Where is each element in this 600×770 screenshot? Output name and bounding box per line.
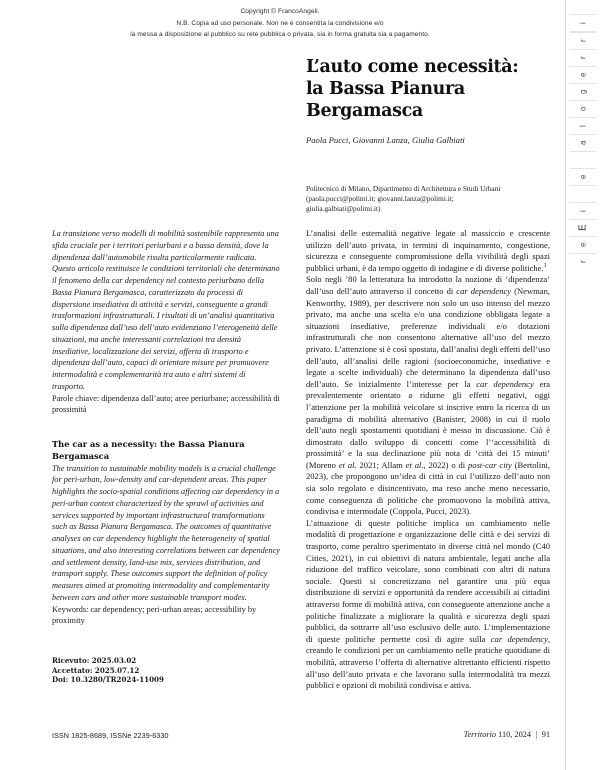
body-p2-a: Solo negli ’80 la letteratura ha introdotto la nozione di ‘dipendenza’ dall’uso dell’auto attraverso il concetto di — [306, 274, 550, 296]
sidebar-glyph-g: g — [570, 83, 596, 100]
sidebar-glyph-r: r — [570, 32, 596, 49]
keywords-italian: Parole chiave: dipendenza dall’auto; aree periurbane; accessibilità di prossimità — [52, 393, 280, 415]
abstract-italian-text: La transizione verso modelli di mobilità sostenibile rappresenta una sfida cruciale per i territori periurbani e a bassa densità, dove la dipendenza dall’automobile risulta particolarmente radicata. Questo articolo restituisce le condizioni territoriali che determinano il fenomeno della car dependency nel contesto periurbano della Bassa Pianura Bergamasca, caratterizzato da processi di dispersione insediativa di attività e servizi, conseguente a grandi trasformazioni infrastrutturali. I risultati di un’analisi quantitativa sulla dipendenza dall’uso dell’auto evidenziano l’eterogeneità delle situazioni, ma anche interessanti correlazioni tra densità insediative, localizzazione dei servizi, offerta di trasporto e dipendenza dall’auto, capaci di orientare misure per promuovere intermodalità e complementarità tra auto e altri sistemi di trasporto. — [52, 229, 280, 391]
term-car-dependency-2: car dependency — [476, 378, 534, 389]
date-accepted: Accettato: 2025.07.12 — [52, 665, 140, 675]
journal-issue: 110, 2024 — [498, 730, 532, 739]
copyright-notice — [0, 6, 560, 41]
title-line-1: L’auto come necessità: — [306, 57, 519, 77]
sidebar-glyph-a: a — [570, 134, 596, 151]
author-list: Paola Pucci, Giovanni Lanza, Giulia Galbiati — [306, 135, 465, 145]
body-p1-text: L’analisi delle esternalità negative legate al massiccio e crescente utilizzo dell’auto privata, in termini di inquinamento, congestione, sicurezza e conseguente compromissione della vivibilità degli spazi pubblici urbani, è da tempo oggetto di indagine e di diverse politiche. — [306, 228, 550, 273]
body-paragraph-1 — [306, 228, 550, 274]
sidebar-glyph-e2: e — [570, 168, 596, 185]
sidebar-glyph-r3: r — [570, 253, 596, 270]
body-p2-b: (Newman, Kenworthy, 1989), per descrivere non solo un uso intenso del mezzo privato, ma anche una scelta e/o una condizione obbligata legate a situazioni insediative, preferenze individuali e/o dotazioni infrastrutturali che non consentono alternative all’uso del mezzo privato. L’attenzione si è così spostata, dall’analisi degli effetti dell’uso dell’auto, all’analisi delle ragioni (socioeconomiche, insediative e legate a scelte individuali) che determinano la dipendenza dall’uso dell’auto. Se inizialmente l’interesse per la — [306, 285, 550, 389]
copyright-line-2: N.B. Copia ad uso personale. Non ne è consentita la condivisione e/o — [176, 19, 384, 27]
abstract-english-heading: The car as a necessity: the Bassa Pianura Bergamasca — [52, 439, 245, 461]
copyright-line-3: la messa a disposizione al pubblico su rete pubblica o privata, sia in forma gratuita sia a pagamento. — [130, 31, 430, 38]
term-car-dependency-1: car dependency — [456, 285, 512, 296]
affiliation-line-3: giulia.galbiati@polimi.it) — [306, 204, 381, 214]
body-p3-a: L’attuazione di queste politiche implica un cambiamento nelle modalità di progettazione e organizzazione delle città e dei servizi di trasporto, come peraltro sperimentato in diverse città nel mondo (C40 Cities, 2021), in cui obiettivi di natura ambientale, legati anche alla riduzione del traffico veicolare, sono combinati con altri di natura sociale. Questi si concretizzano nel garantire una più equa distribuzione di servizi e opportunità da rendere accessibili ai cittadini attraverso forme di mobilità attiva, con conseguente attenzione anche a politiche finalizzate a migliorare la qualità e sicurezza degli spazi pubblici, da sottrarre all’uso esclusivo delle auto. L’implementazione di queste politiche permette così di agire sulla — [306, 517, 550, 644]
title-block — [306, 56, 550, 146]
body-paragraph-2 — [306, 274, 550, 517]
affiliation-block — [306, 184, 556, 215]
page-title — [306, 56, 550, 122]
footnote-ref-1[interactable]: 1 — [543, 262, 547, 269]
term-et-al-1: et al. — [338, 459, 357, 470]
sidebar-glyph-e3: e — [570, 236, 596, 253]
sidebar-glyph-i2: i — [570, 202, 596, 219]
vertical-side-strip — [565, 0, 600, 770]
doi-value[interactable]: Doi: 10.3280/TR2024-11009 — [52, 675, 164, 685]
journal-name: Territorio — [463, 730, 497, 739]
body-p3-b: , creando le condizioni per un cambiamento nelle pratiche quotidiane di mobilità, attraverso l’offerta di alternative altrettanto efficienti rispetto all’uso dell’auto privata e che lavorano sulla intermodalità tra mezzi pubblici e opzioni di mobilità condivisa e attiva. — [306, 633, 550, 691]
title-line-3: Bergamasca — [306, 101, 423, 121]
body-p2-f: (Bertolini, 2023), che propongono un’idea di città in cui l’utilizzo dell’auto non sia solo regolato e disincentivato, ma reso anche meno necessario, come conseguenza di politiche che promuovono la mobilità attiva, condivisa e intermodale (Coppola, Pucci, 2023). — [306, 459, 551, 517]
sidebar-glyph-e: e — [570, 66, 596, 83]
keywords-english: Keywords: car dependency; peri-urban areas; accessibility by proximity — [52, 604, 257, 626]
term-car-dependency-3: car dependency — [490, 633, 548, 644]
sidebar-glyph-l: l — [570, 117, 596, 134]
term-post-car-city: post-car city — [468, 459, 512, 470]
sidebar-glyph-space — [570, 151, 596, 168]
sidebar-glyph-r2: r — [570, 49, 596, 66]
body-p2-d: 2021; Allam — [356, 459, 406, 470]
body-paragraph-3 — [306, 518, 550, 692]
sidebar-glyph-E: E — [570, 219, 596, 236]
body-column — [306, 228, 550, 692]
page-number: 91 — [541, 730, 550, 739]
affiliation-line-1: Politecnico di Milano, Dipartimento di Architettura e Studi Urbani — [306, 184, 501, 193]
term-et-al-2: et al. — [405, 459, 424, 470]
footer-separator: | — [536, 730, 538, 739]
submission-dates — [52, 656, 282, 685]
sidebar-glyph-i: i — [570, 14, 596, 32]
affiliation-line-2: (paola.pucci@polimi.it; giovanni.lanza@polimi.it; — [306, 194, 454, 204]
footer-journal-ref — [420, 730, 550, 739]
body-p2-e: , 2022) o di — [423, 459, 469, 470]
footer-issn: ISSN 1825-8689, ISSNe 2239-6330 — [52, 731, 169, 740]
copyright-line-1: Copyright © FrancoAngeli. — [240, 8, 320, 15]
sidebar-glyph-o: o — [570, 100, 596, 117]
title-line-2: la Bassa Pianura — [306, 79, 465, 99]
date-received: Ricevuto: 2025.03.02 — [52, 656, 137, 665]
sidebar-glyph-space2 — [570, 185, 596, 202]
abstract-english-text: The transition to sustainable mobility models is a crucial challenge for peri-urban, low-density and car-dependent areas. This paper highlights the socio-spatial conditions affecting car dependency in a peri-urban context characterized by the sprawl of activities and services supported by important infrastructural transformations such as Bassa Pianura Bergamasca. The outcomes of quantitative analyses on car dependency highlight the heterogeneity of spatial situations, and also interesting correlations between car dependency and settlement density, land-use mix, services distribution, and transport supply. These outcomes support the definition of policy measures aimed at promoting intermodality and complementarity between cars and other more sustainable transport modes. — [52, 463, 280, 602]
abstract-column — [52, 228, 280, 627]
body-p2-c: era prevalentemente orientato a ridurne gli effetti negativi, oggi l’attenzione per la mobilità veicolare si inscrive entro la ricerca di un paradigma di mobilità alternativo (Banister, 2008) in cui il ruolo dell’auto negli spostamenti quotidiani è messo in discussione. Ciò è dimostrato dallo sviluppo di concetti come l’‘accessibilità di prossimità’ e la sua declinazione più nota di ‘città dei 15 minuti’ (Moreno — [306, 378, 551, 470]
